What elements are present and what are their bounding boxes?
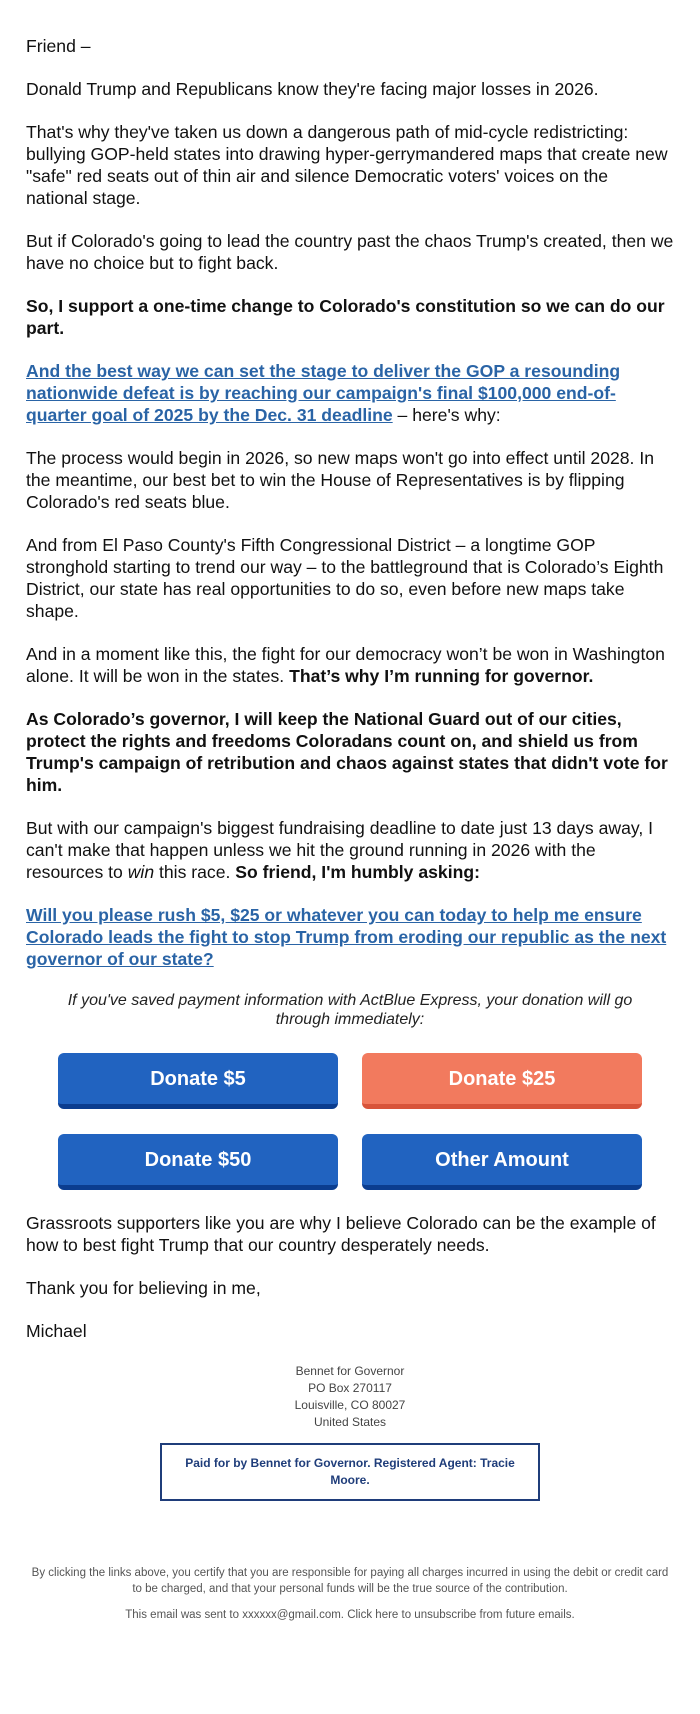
city-line: Louisville, CO 80027 [294, 1398, 406, 1412]
paragraph-5 [26, 360, 674, 426]
donate-25-button[interactable]: Donate $25 [362, 1053, 642, 1109]
org-name: Bennet for Governor [295, 1364, 405, 1378]
paragraph-10-bold: So friend, I'm humbly asking: [235, 862, 480, 882]
donate-buttons [26, 1053, 674, 1190]
paragraph-10-b: this race. [154, 862, 236, 882]
unsub-prefix: This email was sent to [125, 1609, 243, 1621]
po-box: PO Box 270117 [308, 1381, 392, 1395]
paragraph-8-bold: That’s why I’m running for governor. [289, 666, 594, 686]
recipient-email: xxxxxx@gmail.com [242, 1609, 341, 1621]
paragraph-12: Grassroots supporters like you are why I believe Colorado can be the example of how to best fight Trump that our country desperately needs. [26, 1213, 656, 1255]
paragraph-5-rest: – here's why: [392, 405, 501, 425]
paragraph-3: But if Colorado's going to lead the country past the chaos Trump's created, then we have no choice but to fight back. [26, 231, 674, 273]
rush-donation-link[interactable]: Will you please rush $5, $25 or whatever you can today to help me ensure Colorado leads the fight to stop Trump from eroding our republic as the next governor of our state? [26, 905, 667, 969]
footer [0, 1363, 700, 1624]
paragraph-1: Donald Trump and Republicans know they're facing major losses in 2026. [26, 79, 599, 99]
other-amount-button[interactable]: Other Amount [362, 1134, 642, 1190]
paragraph-8 [26, 643, 674, 687]
goal-link[interactable]: And the best way we can set the stage to deliver the GOP a resounding nationwide defeat is by reaching our campaign's final $100,000 end-of-quarter goal of 2025 by the Dec. 31 deadline [26, 361, 621, 425]
paragraph-13: Thank you for believing in me, [26, 1278, 261, 1298]
paragraph-7: And from El Paso County's Fifth Congressional District – a longtime GOP stronghold starting to trend our way – to the battleground that is Colorado’s Eighth District, our state has real opportunities to do so, even before new maps take shape. [26, 535, 664, 621]
paragraph-10-italic: win [127, 862, 155, 882]
mailing-address [0, 1363, 700, 1431]
legal-text: By clicking the links above, you certify that you are responsible for paying all charges incurred in using the debit or credit card to be charged, and that your personal funds will be the true source of the contribution. [31, 1567, 669, 1595]
country: United States [313, 1415, 387, 1429]
unsub-mid: . [340, 1609, 348, 1621]
unsubscribe-link[interactable]: Click here to unsubscribe from future emails. [347, 1609, 575, 1621]
paragraph-8-text: And in a moment like this, the fight for our democracy won’t be won in Washington alone. It will be won in the states. [26, 644, 665, 686]
paragraph-4: So, I support a one-time change to Colorado's constitution so we can do our part. [26, 296, 665, 338]
unsubscribe-line [0, 1607, 700, 1624]
donate-5-button[interactable]: Donate $5 [58, 1053, 338, 1109]
actblue-express-note: If you've saved payment information with ActBlue Express, your donation will go through immediately: [67, 992, 633, 1028]
paragraph-10 [26, 817, 674, 883]
paid-for-disclaimer: Paid for by Bennet for Governor. Registered Agent: Tracie Moore. [160, 1443, 540, 1501]
paragraph-2: That's why they've taken us down a dangerous path of mid-cycle redistricting: bullying GOP-held states into drawing hyper-gerrymandered maps that create new "safe" red seats out of thin air and silence Democratic voters' voices on the national stage. [26, 122, 668, 208]
paragraph-11 [26, 904, 674, 970]
greeting: Friend – [26, 36, 91, 56]
paragraph-9: As Colorado’s governor, I will keep the National Guard out of our cities, protect the rights and freedoms Coloradans count on, and shield us from Trump's campaign of retribution and chaos against states that didn't vote for him. [26, 709, 668, 795]
paragraph-6: The process would begin in 2026, so new maps won't go into effect until 2028. In the meantime, our best bet to win the House of Representatives is by flipping Colorado's red seats blue. [26, 448, 655, 512]
paragraph-10-a: But with our campaign's biggest fundraising deadline to date just 13 days away, I can't make that happen unless we hit the ground running in 2026 with the resources to [26, 818, 654, 882]
signoff: Michael [26, 1321, 87, 1341]
donate-50-button[interactable]: Donate $50 [58, 1134, 338, 1190]
